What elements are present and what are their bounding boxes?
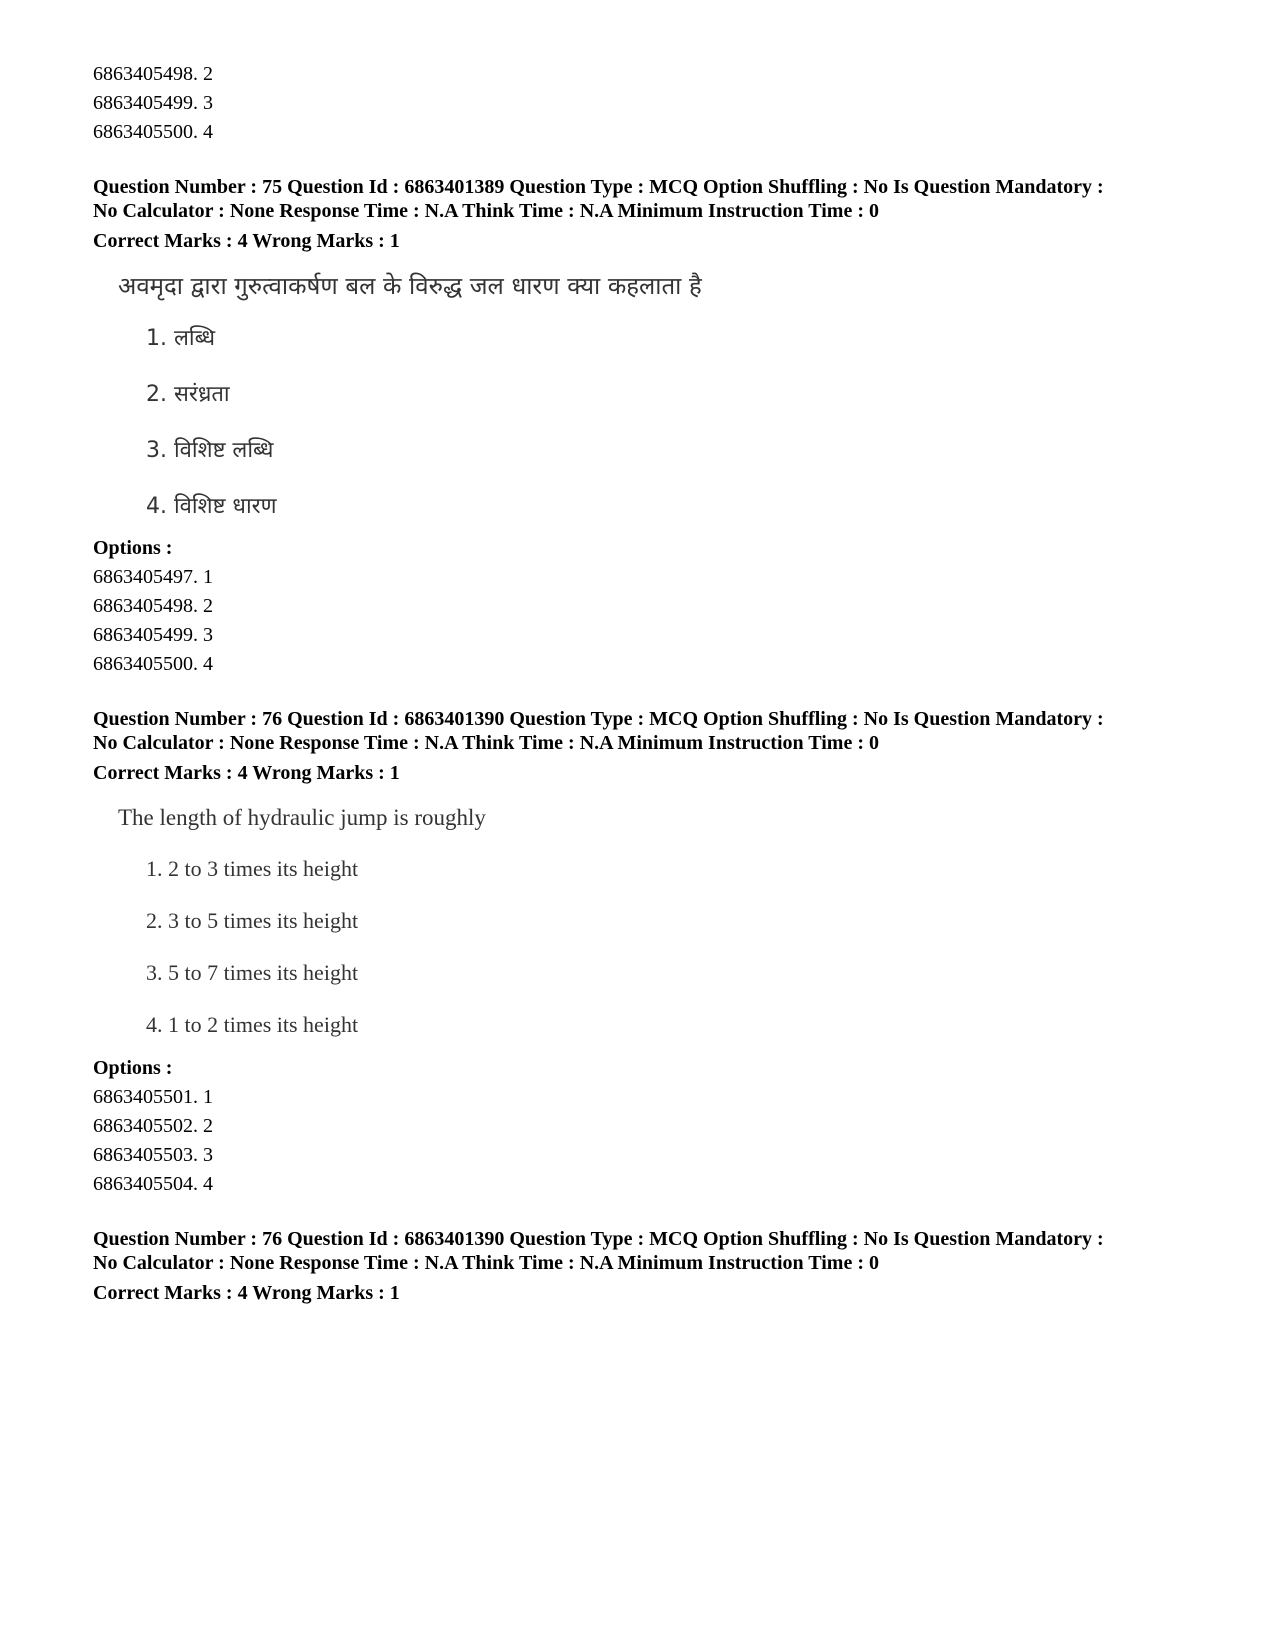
question-meta-line-2: No Calculator : None Response Time : N.A Think Time : N.A Minimum Instruction Time : 0 [93, 200, 879, 222]
option-id-line: 6863405498. 2 [93, 63, 213, 85]
question-meta-line-2: No Calculator : None Response Time : N.A Think Time : N.A Minimum Instruction Time : 0 [93, 732, 879, 754]
question-block-75 [93, 175, 1193, 679]
question-choice: 3. 5 to 7 times its height [146, 960, 359, 985]
option-id-line: 6863405499. 3 [93, 92, 213, 114]
question-marks: Correct Marks : 4 Wrong Marks : 1 [93, 1282, 400, 1304]
question-block-76 [93, 707, 1193, 1199]
option-id-line: 6863405504. 4 [93, 1173, 213, 1195]
question-marks: Correct Marks : 4 Wrong Marks : 1 [93, 230, 400, 252]
question-meta-line-1: Question Number : 75 Question Id : 6863401389 Question Type : MCQ Option Shuffling : No Is Question Mandatory : [93, 176, 1104, 198]
question-stem: The length of hydraulic jump is roughly [118, 805, 486, 830]
question-choice: 2. 3 to 5 times its height [146, 908, 359, 933]
option-id-line: 6863405500. 4 [93, 121, 213, 143]
option-id-line: 6863405501. 1 [93, 1086, 213, 1108]
question-choice: 4. विशिष्ट धारण [146, 494, 277, 519]
option-id-line: 6863405499. 3 [93, 624, 213, 646]
option-id-line: 6863405497. 1 [93, 566, 213, 588]
option-id-line: 6863405498. 2 [93, 595, 213, 617]
options-label: Options : [93, 537, 173, 559]
spacer [93, 1199, 1193, 1227]
question-meta-line-1: Question Number : 76 Question Id : 6863401390 Question Type : MCQ Option Shuffling : No Is Question Mandatory : [93, 708, 1104, 730]
option-id-line: 6863405503. 3 [93, 1144, 213, 1166]
question-choice: 3. विशिष्ट लब्धि [146, 438, 274, 463]
question-content [118, 270, 1193, 522]
previous-options-list [93, 60, 1193, 147]
options-label: Options : [93, 1057, 173, 1079]
spacer [93, 679, 1193, 707]
document-page [93, 60, 1193, 1308]
question-block-76-repeat [93, 1227, 1193, 1308]
option-id-line: 6863405502. 2 [93, 1115, 213, 1137]
question-meta-line-1: Question Number : 76 Question Id : 6863401390 Question Type : MCQ Option Shuffling : No Is Question Mandatory : [93, 1228, 1104, 1250]
question-content [118, 802, 1193, 1040]
question-choice: 1. लब्धि [146, 326, 216, 351]
question-meta-line-2: No Calculator : None Response Time : N.A Think Time : N.A Minimum Instruction Time : 0 [93, 1252, 879, 1274]
question-choice: 1. 2 to 3 times its height [146, 856, 359, 881]
question-choice: 4. 1 to 2 times its height [146, 1012, 359, 1037]
question-marks: Correct Marks : 4 Wrong Marks : 1 [93, 762, 400, 784]
option-id-line: 6863405500. 4 [93, 653, 213, 675]
spacer [93, 147, 1193, 175]
question-choice: 2. सरंध्रता [146, 382, 230, 407]
question-stem: अवमृदा द्वारा गुरुत्वाकर्षण बल के विरुद्ध जल धारण क्या कहलाता है [118, 272, 702, 300]
